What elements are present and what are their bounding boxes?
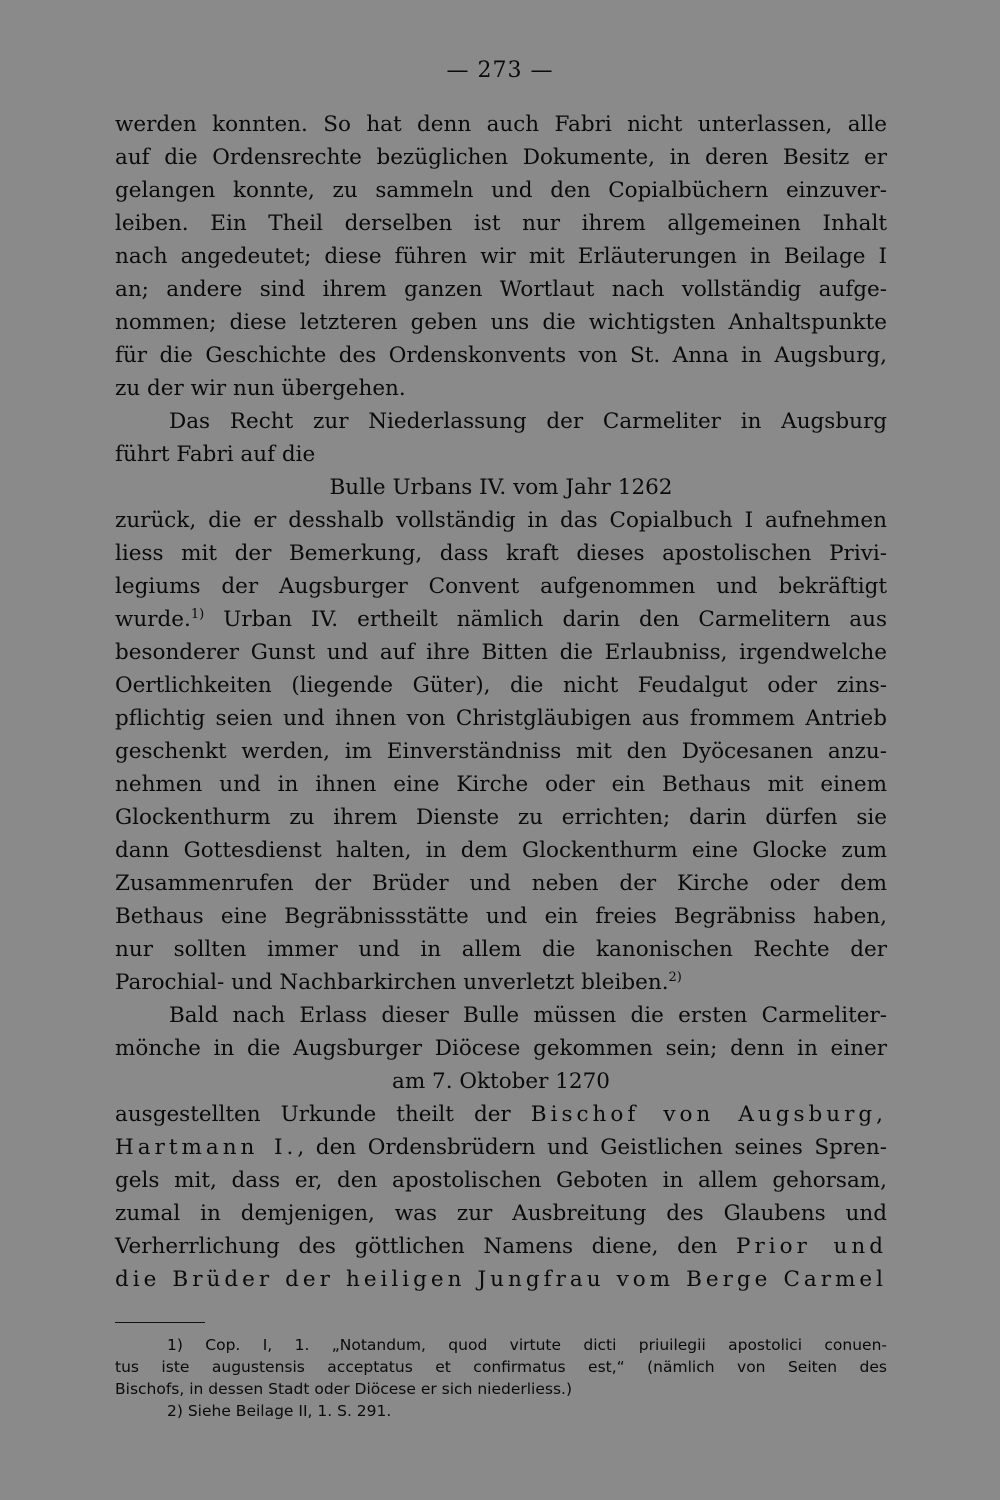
text-fragment: ausgestellten Urkunde theilt der xyxy=(115,1102,531,1127)
spaced-emphasis: Hartmann I. xyxy=(115,1135,298,1160)
text-line: für die Geschichte des Ordenskonvents von St. Anna in Augsburg, xyxy=(115,343,887,368)
text-line: an; andere sind ihrem ganzen Wortlaut nach vollständig aufge- xyxy=(115,277,887,302)
text-line: Bethaus eine Begräbnissstätte und ein freies Begräbniss haben, xyxy=(115,904,887,929)
text-line: Zusammenrufen der Brüder und neben der Kirche oder dem xyxy=(115,871,887,896)
text-line: Das Recht zur Niederlassung der Carmeliter in Augsburg xyxy=(169,409,887,434)
text-line: geschenkt werden, im Einverständniss mit den Dyöcesanen anzu- xyxy=(115,739,887,764)
text-line xyxy=(115,1098,887,1131)
text-line xyxy=(115,1230,887,1263)
text-line: die Brüder der heiligen Jungfrau vom Berge Carmel xyxy=(115,1267,887,1292)
footnote-2: 2) Siehe Beilage II, 1. S. 291. xyxy=(167,1402,392,1420)
text-line xyxy=(115,966,887,999)
text-line: gelangen konnte, zu sammeln und den Copialbüchern einzuver- xyxy=(115,178,887,203)
text-fragment: Verherrlichung des göttlichen Namens diene, den xyxy=(115,1234,737,1259)
paragraph-2 xyxy=(115,405,887,471)
text-fragment: Parochial- und Nachbarkirchen unverletzt bleiben. xyxy=(115,970,669,995)
page-number: — 273 — xyxy=(446,58,554,83)
text-line: Oertlichkeiten (liegende Güter), die nicht Feudalgut oder zins- xyxy=(115,673,887,698)
text-line: auf die Ordensrechte bezüglichen Dokumente, in deren Besitz er xyxy=(115,145,887,170)
text-line: pflichtig seien und ihnen von Christgläubigen aus frommem Antrieb xyxy=(115,706,887,731)
main-text xyxy=(115,108,887,1296)
text-fragment: wurde. xyxy=(115,607,191,632)
paragraph-1 xyxy=(115,108,887,405)
text-line: nommen; diese letzteren geben uns die wichtigsten Anhaltspunkte xyxy=(115,310,887,335)
paragraph-5 xyxy=(115,1098,887,1296)
section-heading-date: am 7. Oktober 1270 xyxy=(392,1069,610,1094)
text-line: werden konnten. So hat denn auch Fabri nicht unterlassen, alle xyxy=(115,112,887,137)
footnote-1-line: tus iste augustensis acceptatus et confirmatus est,“ (nämlich von Seiten des xyxy=(115,1358,887,1376)
footnote-ref-1[interactable]: 1) xyxy=(190,606,205,622)
text-line xyxy=(115,603,887,636)
text-line: zurück, die er desshalb vollständig in das Copialbuch I aufnehmen xyxy=(115,508,887,533)
text-line: gels mit, dass er, den apostolischen Geboten in allem gehorsam, xyxy=(115,1168,887,1193)
text-line: nach angedeutet; diese führen wir mit Erläuterungen in Beilage I xyxy=(115,244,887,269)
footnote-ref-2[interactable]: 2) xyxy=(668,969,682,985)
text-line: Glockenthurm zu ihrem Dienste zu errichten; darin dürfen sie xyxy=(115,805,887,830)
text-fragment: , den Ordensbrüdern und Geistlichen seines Spren- xyxy=(297,1135,887,1160)
text-line: Bald nach Erlass dieser Bulle müssen die ersten Carmeliter- xyxy=(169,1003,887,1028)
text-line: dann Gottesdienst halten, in dem Glockenthurm eine Glocke zum xyxy=(115,838,887,863)
text-line: mönche in die Augsburger Diöcese gekommen sein; denn in einer xyxy=(115,1036,887,1061)
text-line: zumal in demjenigen, was zur Ausbreitung des Glaubens und xyxy=(115,1201,887,1226)
section-heading-bulle: Bulle Urbans IV. vom Jahr 1262 xyxy=(329,475,673,500)
footnote-1-line: 1) Cop. I, 1. „Notandum, quod virtute dicti priuilegii apostolici conuen- xyxy=(167,1336,887,1354)
footnote-divider xyxy=(115,1322,205,1323)
text-line: liess mit der Bemerkung, dass kraft dieses apostolischen Privi- xyxy=(115,541,887,566)
paragraph-4 xyxy=(115,999,887,1065)
text-line xyxy=(115,1131,887,1164)
text-line: leiben. Ein Theil derselben ist nur ihrem allgemeinen Inhalt xyxy=(115,211,887,236)
spaced-emphasis: Bischof von Augsburg, xyxy=(530,1102,887,1127)
text-line: legiums der Augsburger Convent aufgenommen und bekräftigt xyxy=(115,574,887,599)
text-line: besonderer Gunst und auf ihre Bitten die Erlaubniss, irgendwelche xyxy=(115,640,887,665)
footnote-1-line: Bischofs, in dessen Stadt oder Diöcese er sich niederliess.) xyxy=(115,1380,573,1398)
text-line: nehmen und in ihnen eine Kirche oder ein Bethaus mit einem xyxy=(115,772,887,797)
spaced-emphasis: Prior und xyxy=(736,1234,887,1259)
text-line: nur sollten immer und in allem die kanonischen Rechte der xyxy=(115,937,887,962)
text-line: zu der wir nun übergehen. xyxy=(115,376,406,401)
text-fragment: Urban IV. ertheilt nämlich darin den Carmelitern aus xyxy=(204,607,887,632)
footnotes xyxy=(115,1334,887,1422)
text-line: führt Fabri auf die xyxy=(115,442,316,467)
paragraph-3 xyxy=(115,504,887,999)
